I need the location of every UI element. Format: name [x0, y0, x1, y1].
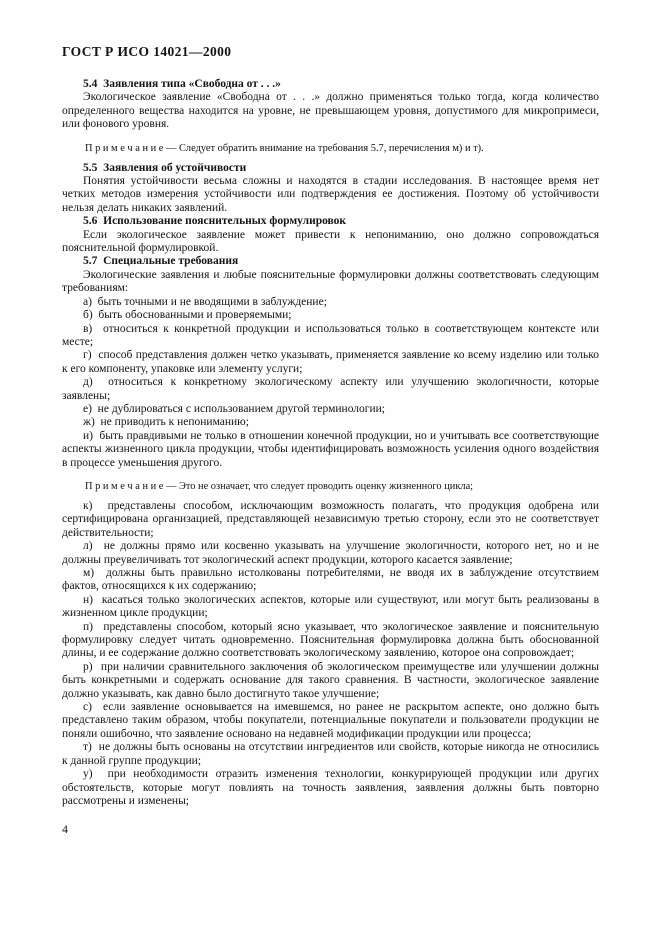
note-5-7: П р и м е ч а н и е — Это не означает, что следует проводить оценку жизненного цикла;: [85, 480, 474, 492]
item-e: е) не дублироваться с использованием другой терминологии;: [83, 402, 386, 415]
item-t: т) не должны быть основаны на отсутствии ингредиентов или свойств, которые никогда не относились к данной группе продукции;: [62, 741, 599, 767]
heading-5-5: 5.5 Заявления об устойчивости: [83, 161, 247, 174]
heading-5-7: 5.7 Специальные требования: [83, 255, 239, 268]
item-p: п) представлены способом, который ясно указывает, что экологическое заявление и пояснительную формулировку следует читать одновременно. Пояснительная формулировка должна быть обоснованной длины, и ее содержание должно соответствовать экологическому заявлению, которое она сопровождает;: [62, 620, 599, 660]
para-5-4: Экологическое заявление «Свободна от . . .» должно применяться только тогда, когда количество определенного вещества находится на уровне, не превышающем уровня, допустимого для микропримеси, или фонового уровня.: [62, 91, 599, 131]
note-5-4: П р и м е ч а н и е — Следует обратить внимание на требования 5.7, перечисления м) и т).: [85, 142, 484, 154]
document-header: ГОСТ Р ИСО 14021—2000: [62, 44, 232, 59]
item-a: а) быть точными и не вводящими в заблуждение;: [83, 295, 327, 308]
item-n: н) касаться только экологических аспектов, которые или существуют, или могут быть реализованы в жизненном цикле продукции;: [62, 593, 599, 620]
document-body: [62, 78, 599, 808]
para-5-6: Если экологическое заявление может привести к непониманию, оно должно сопровождаться пояснительной формулировкой.: [62, 228, 599, 255]
item-s: с) если заявление основывается на имевшемся, но ранее не раскрытом аспекте, оно должно быть представлено таким образом, чтобы покупатели, потенциальные покупатели и пользователи продукции не поняли ошибочно, что заявление основано на недавней модификации продукции или процесса;: [62, 701, 599, 740]
item-d: д) относиться к конкретному экологическому аспекту или улучшению экологичности, которые заявлены;: [62, 376, 599, 402]
item-v: в) относиться к конкретной продукции и использоваться только в соответствующем контексте или месте;: [62, 322, 599, 348]
item-b: б) быть обоснованными и проверяемыми;: [83, 309, 292, 322]
item-i: и) быть правдивыми не только в отношении конечной продукции, но и учитывать все соответствующие аспекты жизненного цикла продукции, чтобы идентифицировать возможность усиления одного воздействия в процессе уменьшения другого.: [62, 429, 599, 469]
heading-5-4: 5.4 Заявления типа «Свободна от . . .»: [83, 78, 281, 90]
item-k: к) представлены способом, исключающим возможность полагать, что продукция одобрена или сертифицирована организацией, представляющей независимую третью сторону, если это не соответствует действительности;: [62, 499, 599, 539]
para-5-5: Понятия устойчивости весьма сложны и находятся в стадии исследования. В настоящее время нет четких методов измерения устойчивости или подтверждения ее достижения. Поэтому об устойчивости нельзя делать никаких заявлений.: [62, 175, 599, 214]
item-g: г) способ представления должен четко указывать, применяется заявление ко всему изделию или только к его компоненту, упаковке или элементу услуги;: [62, 349, 599, 375]
item-u: у) при необходимости отразить изменения технологии, конкурирующей продукции или других обстоятельств, которые могут повлиять на точность заявления, заявления должны быть повторно рассмотрены и изменены;: [62, 768, 599, 807]
item-m: м) должны быть правильно истолкованы потребителями, не вводя их в заблуждение отсутствием фактов, относящихся к их содержанию;: [62, 567, 599, 593]
heading-5-6: 5.6 Использование пояснительных формулировок: [83, 215, 347, 228]
para-5-7: Экологические заявления и любые пояснительные формулировки должны соответствовать следующим требованиям:: [62, 268, 599, 295]
item-r: р) при наличии сравнительного заключения об экологическом преимуществе или улучшении должны быть конкретными и содержать основание для такого сравнения. В частности, экологическое заявление должно указывать, как давно было достигнуто такое улучшение;: [62, 660, 599, 700]
item-zh: ж) не приводить к непониманию;: [83, 416, 249, 429]
item-l: л) не должны прямо или косвенно указывать на улучшение экологичности, которого нет, но и не должны преувеличивать тот экологический аспект продукции, которого касается заявление;: [62, 540, 599, 566]
page-number: 4: [62, 822, 68, 836]
